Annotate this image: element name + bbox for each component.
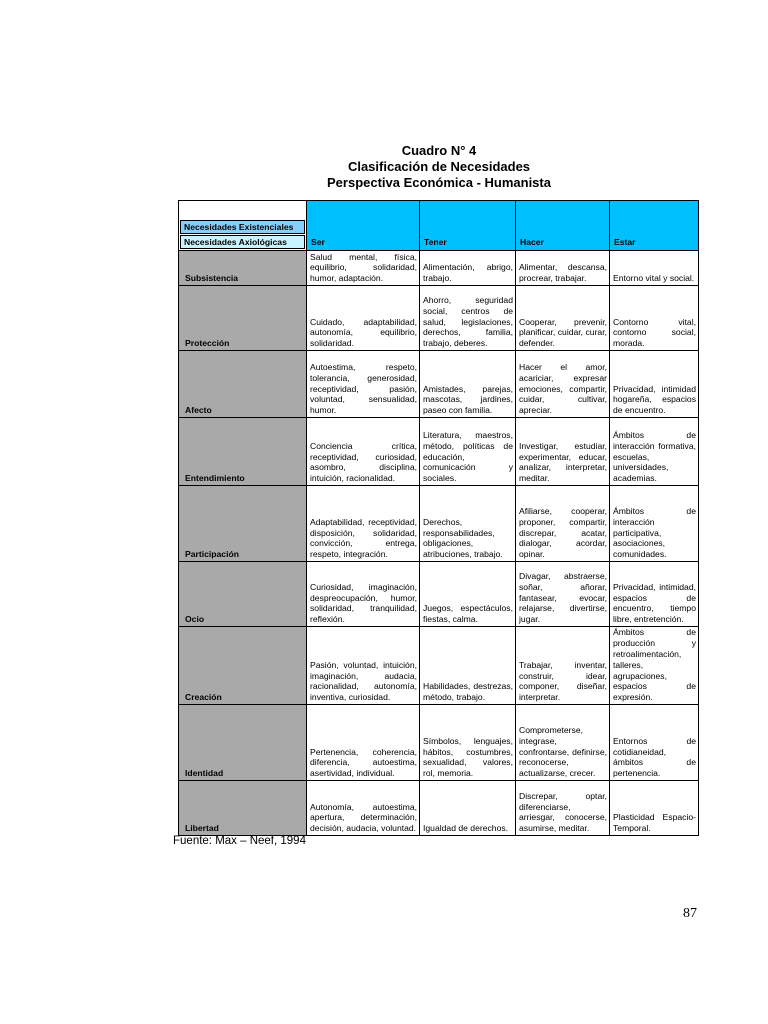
caption-number: Cuadro N° 4 xyxy=(401,143,477,158)
row-label: Identidad xyxy=(179,705,307,781)
table-row xyxy=(179,562,699,627)
table-row xyxy=(179,781,699,836)
table-row xyxy=(179,351,699,418)
table-row xyxy=(179,486,699,562)
table-cell: Comprometerse, integrase, confrontarse, definirse, reconocerse, actualizarse, crecer. xyxy=(516,705,610,781)
table-cell: Juegos, espectáculos, fiestas, calma. xyxy=(420,562,516,627)
column-header-tener: Tener xyxy=(420,201,516,251)
table-header-row xyxy=(179,201,699,251)
row-label: Entendimiento xyxy=(179,418,307,486)
caption-subtitle: Perspectiva Económica - Humanista xyxy=(327,175,551,190)
table-cell: Curiosidad, imaginación, despreocupación, humor, solidaridad, tranquilidad, reflexión. xyxy=(307,562,420,627)
table-cell: Divagar, abstraerse, soñar, añorar, fantasear, evocar, relajarse, divertirse, jugar. xyxy=(516,562,610,627)
table-cell: Privacidad, intimidad hogareña, espacios de encuentro. xyxy=(610,351,699,418)
row-label: Afecto xyxy=(179,351,307,418)
table-cell: Salud mental, física, equilibrio, solidaridad, humor, adaptación. xyxy=(307,251,420,286)
table-cell: Afiliarse, cooperar, proponer, compartir, discrepar, acatar, dialogar, acordar, opinar. xyxy=(516,486,610,562)
table-cell: Trabajar, inventar, construir, idear, componer, diseñar, interpretar. xyxy=(516,627,610,705)
table-cell: Ámbitos de interacción participativa, asociaciones, comunidades. xyxy=(610,486,699,562)
table-cell: Autoestima, respeto, tolerancia, generosidad, receptividad, pasión, voluntad, sensualidad, humor. xyxy=(307,351,420,418)
row-label: Protección xyxy=(179,286,307,351)
needs-classification-table xyxy=(178,200,699,836)
column-header-ser: Ser xyxy=(307,201,420,251)
table-cell: Hacer el amor, acariciar, expresar emociones, compartir, cuidar, cultivar, apreciar. xyxy=(516,351,610,418)
table-cell: Contorno vital, contorno social, morada. xyxy=(610,286,699,351)
table-cell: Pasión, voluntad, intuición, imaginación, audacia, racionalidad, autonomía, inventiva, curiosidad. xyxy=(307,627,420,705)
table-cell: Adaptabilidad, receptividad, disposición, solidaridad, convicción, entrega, respeto, integración. xyxy=(307,486,420,562)
table-cell: Símbolos, lenguajes, hábitos, costumbres, sexualidad, valores, rol, memoria. xyxy=(420,705,516,781)
table-cell: Literatura, maestros, método, políticas de educación, comunicación y sociales. xyxy=(420,418,516,486)
table-cell: Amistades, parejas, mascotas, jardines, paseo con familia. xyxy=(420,351,516,418)
table-cell: Ámbitos de producción y retroalimentación, talleres, agrupaciones, espacios de expresión. xyxy=(610,627,699,705)
table-cell: Conciencia crítica, receptividad, curiosidad, asombro, disciplina, intuición, racionalidad. xyxy=(307,418,420,486)
table-cell: Igualdad de derechos. xyxy=(420,781,516,836)
caption-title: Clasificación de Necesidades xyxy=(347,159,531,174)
table-cell: Pertenencia, coherencia, diferencia, autoestima, asertividad, individual. xyxy=(307,705,420,781)
row-label: Subsistencia xyxy=(179,251,307,286)
table-cell: Plasticidad Espacio-Temporal. xyxy=(610,781,699,836)
table-cell: Alimentación, abrigo, trabajo. xyxy=(420,251,516,286)
row-label: Ocio xyxy=(179,562,307,627)
header-existenciales: Necesidades Existenciales xyxy=(180,220,305,234)
header-axis-cell xyxy=(179,201,307,251)
table-cell: Entorno vital y social. xyxy=(610,251,699,286)
header-axiologicas: Necesidades Axiológicas xyxy=(180,235,305,249)
table-cell: Habilidades, destrezas, método, trabajo. xyxy=(420,627,516,705)
row-label: Libertad xyxy=(179,781,307,836)
table-row xyxy=(179,286,699,351)
row-label: Participación xyxy=(179,486,307,562)
table-row xyxy=(179,251,699,286)
table-cell: Investigar, estudiar, experimentar, educar, analizar, interpretar, meditar. xyxy=(516,418,610,486)
table-row xyxy=(179,627,699,705)
table-cell: Cuidado, adaptabilidad, autonomía, equilibrio, solidaridad. xyxy=(307,286,420,351)
table-cell: Discrepar, optar, diferenciarse, arriesgar, conocerse, asumirse, meditar. xyxy=(516,781,610,836)
table-row xyxy=(179,705,699,781)
table-cell: Ahorro, seguridad social, centros de salud, legislaciones, derechos, familia, trabajo, deberes. xyxy=(420,286,516,351)
table-caption xyxy=(180,143,698,191)
table-cell: Ámbitos de interacción formativa, escuelas, universidades, academias. xyxy=(610,418,699,486)
table-cell: Privacidad, intimidad, espacios de encuentro, tiempo libre, entretención. xyxy=(610,562,699,627)
page-number: 87 xyxy=(683,906,697,921)
column-header-hacer: Hacer xyxy=(516,201,610,251)
source-note: Fuente: Max – Neef, 1994 xyxy=(173,835,306,847)
table-cell: Cooperar, prevenir, planificar, cuidar, curar, defender. xyxy=(516,286,610,351)
table-cell: Autonomía, autoestima, apertura, determinación, decisión, audacia, voluntad. xyxy=(307,781,420,836)
table-cell: Entornos de cotidianeidad, ámbitos de pertenencia. xyxy=(610,705,699,781)
column-header-estar: Estar xyxy=(610,201,699,251)
table-row xyxy=(179,418,699,486)
table-cell: Alimentar, descansa, procrear, trabajar. xyxy=(516,251,610,286)
table-cell: Derechos, responsabilidades, obligaciones, atribuciones, trabajo. xyxy=(420,486,516,562)
row-label: Creación xyxy=(179,627,307,705)
